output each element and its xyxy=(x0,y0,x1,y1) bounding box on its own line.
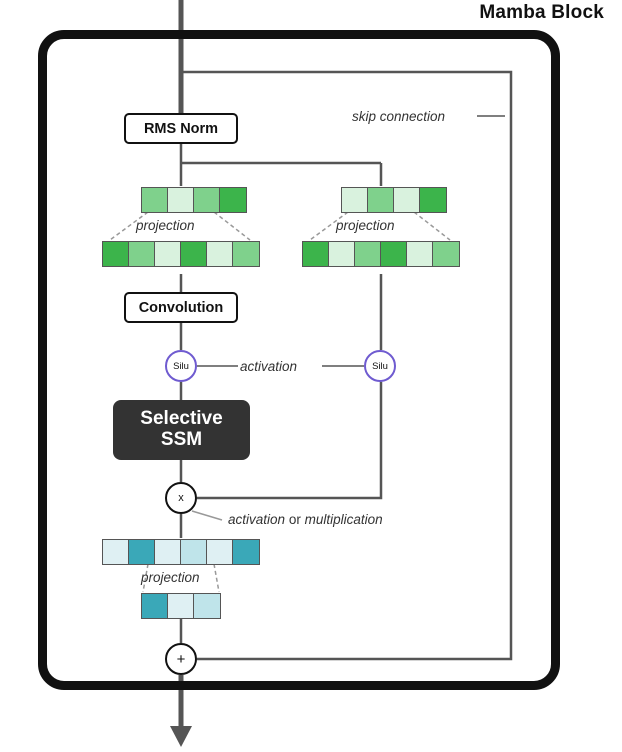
silu-node-right[interactable]: Silu xyxy=(364,350,396,382)
token-cell xyxy=(194,594,220,618)
token-strip-output-wide xyxy=(102,539,260,565)
token-cell xyxy=(207,540,233,564)
token-strip-right-wide xyxy=(302,241,460,267)
rms-norm-block[interactable]: RMS Norm xyxy=(124,113,238,144)
multiplication-word: multiplication xyxy=(304,512,383,527)
or-word: or xyxy=(288,512,301,527)
skip-connection-label: skip connection xyxy=(352,109,446,124)
token-cell xyxy=(394,188,420,212)
selective-ssm-block[interactable] xyxy=(113,400,250,460)
activation-or-multiplication-label xyxy=(228,512,383,527)
token-cell xyxy=(103,540,129,564)
mamba-block-container xyxy=(38,30,560,690)
page-title: Mamba Block xyxy=(479,2,604,23)
token-strip-output-small xyxy=(141,593,221,619)
token-cell xyxy=(155,242,181,266)
token-strip-right-small xyxy=(341,187,447,213)
token-cell xyxy=(194,188,220,212)
token-cell xyxy=(303,242,329,266)
token-cell xyxy=(103,242,129,266)
token-strip-left-small xyxy=(141,187,247,213)
token-cell xyxy=(168,594,194,618)
add-node[interactable]: + xyxy=(165,643,197,675)
activation-label: activation xyxy=(240,359,298,374)
token-cell xyxy=(407,242,433,266)
projection-label-output: projection xyxy=(141,570,200,585)
token-cell xyxy=(168,188,194,212)
token-cell xyxy=(381,242,407,266)
token-cell xyxy=(355,242,381,266)
multiply-node[interactable]: x xyxy=(165,482,197,514)
token-cell xyxy=(420,188,446,212)
token-cell xyxy=(368,188,394,212)
token-cell xyxy=(233,242,259,266)
token-cell xyxy=(129,540,155,564)
token-cell xyxy=(433,242,459,266)
token-cell xyxy=(181,540,207,564)
activation-word: activation xyxy=(228,512,286,527)
token-cell xyxy=(129,242,155,266)
convolution-block[interactable]: Convolution xyxy=(124,292,238,323)
token-cell xyxy=(155,540,181,564)
token-cell xyxy=(207,242,233,266)
token-cell xyxy=(142,188,168,212)
token-cell xyxy=(220,188,246,212)
projection-label-left: projection xyxy=(136,218,195,233)
token-strip-left-wide xyxy=(102,241,260,267)
selective-ssm-line2: SSM xyxy=(160,429,203,450)
projection-label-right: projection xyxy=(336,218,395,233)
selective-ssm-line1: Selective xyxy=(140,408,223,430)
token-cell xyxy=(142,594,168,618)
token-cell xyxy=(329,242,355,266)
token-cell xyxy=(233,540,259,564)
token-cell xyxy=(181,242,207,266)
token-cell xyxy=(342,188,368,212)
silu-node-left[interactable]: Silu xyxy=(165,350,197,382)
